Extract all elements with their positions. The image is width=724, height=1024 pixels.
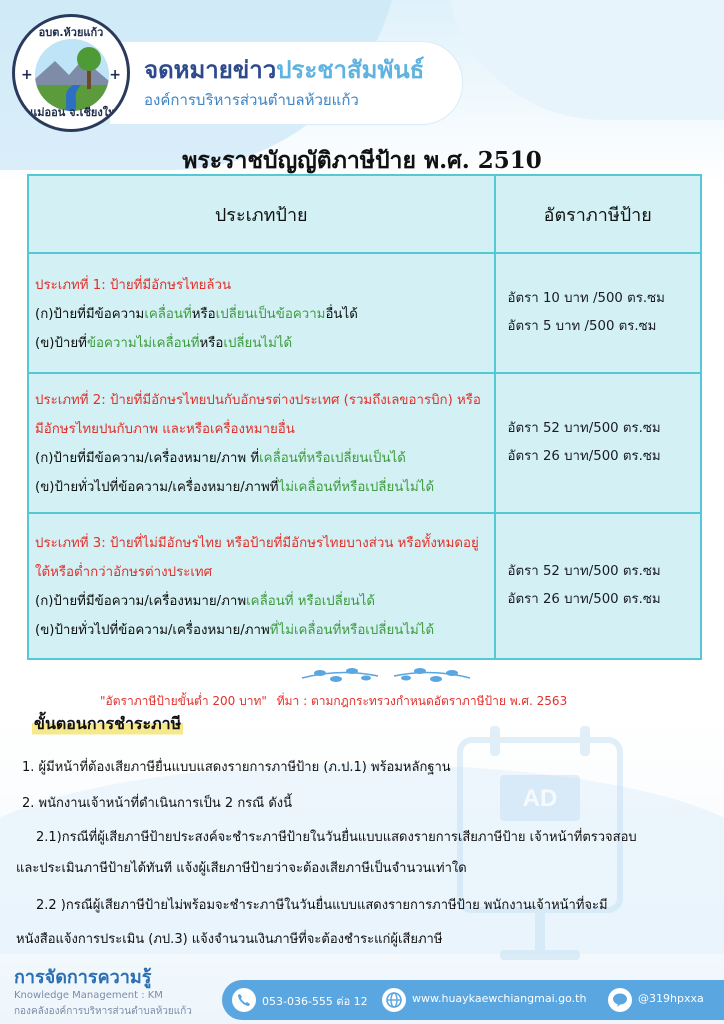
tax-rate-cell	[495, 373, 702, 513]
step-item-2-1-cont: และประเมินภาษีป้ายได้ทันที แจ้งผู้เสียภาษีป้ายว่าจะต้องเสียภาษีเป็นจำนวนเท่าใด	[16, 861, 467, 876]
table-row	[28, 513, 701, 659]
rate-a: อัตรา 10 บาท /500 ตร.ซม	[507, 291, 665, 306]
watermark-ad-label: AD	[522, 785, 558, 812]
newsletter-title	[144, 50, 424, 89]
payment-steps-heading: ขั้นตอนการชำระภาษี	[32, 712, 183, 737]
website-link[interactable]: www.huaykaewchiangmai.go.th	[412, 992, 587, 1005]
table-row	[28, 253, 701, 373]
type-label: ประเภทที่ 2: ป้ายที่มีอักษรไทยปนกับอักษรต่างประเทศ (รวมถึงเลขอารบิก) หรือมีอักษรไทยปนกับภาพ และหรือเครื่องหมายอื่น	[35, 393, 481, 437]
step-item-2: 2. พนักงานเจ้าหน้าที่ดำเนินการเป็น 2 กรณี ดังนี้	[22, 796, 293, 811]
rate-a: อัตรา 52 บาท/500 ตร.ซม	[507, 421, 661, 436]
title-part2: ประชาสัมพันธ์	[276, 56, 425, 84]
step-item-1: 1. ผู้มีหน้าที่ต้องเสียภาษียื่นแบบแสดงรายการภาษีป้าย (ภ.ป.1) พร้อมหลักฐาน	[22, 760, 451, 775]
globe-icon	[382, 988, 406, 1012]
type-description	[28, 373, 495, 513]
leaf-ornament-icon	[300, 664, 380, 688]
sub-item-b: (ข)ป้ายทั่วไปที่ข้อความ/เครื่องหมาย/ภาพที่ไม่เคลื่อนที่หรือเปลี่ยนไม่ได้	[35, 623, 435, 638]
rate-a: อัตรา 52 บาท/500 ตร.ซม	[507, 564, 661, 579]
organization-logo	[12, 14, 130, 132]
line-id: @319hpxxa	[638, 992, 704, 1005]
calendar-ad-icon	[440, 720, 640, 980]
title-part1: จดหมายข่าว	[144, 56, 277, 84]
rate-b: อัตรา 26 บาท/500 ตร.ซม	[507, 449, 661, 464]
minimum-rate-note: "อัตราภาษีป้ายขั้นต่ำ 200 บาท"	[100, 694, 267, 708]
logo-bottom-text: อ.แม่ออน จ.เชียงใหม่	[19, 106, 123, 119]
sub-item-a: (ก)ป้ายที่มีข้อความ/เครื่องหมาย/ภาพ ที่เคลื่อนที่หรือเปลี่ยนเป็นได้	[35, 451, 406, 466]
type-description	[28, 513, 495, 659]
km-english: Knowledge Management : KM	[14, 990, 163, 1001]
type-description	[28, 253, 495, 373]
rate-b: อัตรา 26 บาท/500 ตร.ซม	[507, 592, 661, 607]
tax-rate-cell	[495, 253, 702, 373]
phone-number: 053-036-555 ต่อ 12	[262, 995, 368, 1008]
type-label: ประเภทที่ 1: ป้ายที่มีอักษรไทยล้วน	[35, 277, 232, 293]
sub-item-a: (ก)ป้ายที่มีข้อความเคลื่อนที่หรือเปลี่ยนเป็นข้อความอื่นได้	[35, 306, 358, 322]
type-label: ประเภทที่ 3: ป้ายที่ไม่มีอักษรไทย หรือป้ายที่มีอักษรไทยบางส่วน หรือทั้งหมดอยู่ใต้หรือต่ำกว่าอักษรต่างประเทศ	[35, 536, 479, 580]
tax-rate-cell	[495, 513, 702, 659]
logo-scene	[35, 39, 109, 111]
step-item-2-1: 2.1)กรณีที่ผู้เสียภาษีป้ายประสงค์จะชำระภาษีป้ายในวันยื่นแบบแสดงรายการเสียภาษีป้าย เจ้าหน้าที่ตรวจสอบ	[36, 830, 637, 845]
phone-icon	[232, 988, 256, 1012]
sub-item-a: (ก)ป้ายที่มีข้อความ/เครื่องหมาย/ภาพเคลื่อนที่ หรือเปลี่ยนได้	[35, 594, 376, 609]
sign-tax-table	[27, 174, 702, 660]
step-item-2-2-cont: หนังสือแจ้งการประเมิน (ภป.3) แจ้งจำนวนเงินภาษีที่จะต้องชำระแก่ผู้เสียภาษี	[16, 932, 443, 947]
header-sign-type: ประเภทป้าย	[28, 175, 495, 253]
contact-bar	[222, 980, 724, 1020]
table-header-row	[28, 175, 701, 253]
table-row	[28, 373, 701, 513]
logo-plus-right: +	[109, 67, 121, 83]
organization-name: องค์การบริหารส่วนตำบลห้วยแก้ว	[144, 91, 359, 109]
step-item-2-2: 2.2 )กรณีผู้เสียภาษีป้ายไม่พร้อมจะชำระภาษีในวันยื่นแบบแสดงรายการภาษีป้าย พนักงานเจ้าหน้าที่จะมี	[36, 898, 608, 913]
footnote	[100, 692, 573, 711]
leaf-ornament-icon	[392, 664, 472, 688]
source-note: ที่มา : ตามกฎกระทรวงกำหนดอัตราภาษีป้าย พ.ศ. 2563	[276, 694, 568, 708]
km-department: กองคลังองค์การบริหารส่วนตำบลห้วยแก้ว	[14, 1006, 192, 1017]
line-chat-icon	[608, 988, 632, 1012]
header-tax-rate: อัตราภาษีป้าย	[495, 175, 702, 253]
km-title: การจัดการความรู้	[14, 967, 152, 988]
sub-item-b: (ข)ป้ายทั่วไปที่ข้อความ/เครื่องหมาย/ภาพที่ไม่เคลื่อนที่หรือเปลี่ยนไม่ได้	[35, 480, 435, 495]
rate-b: อัตรา 5 บาท /500 ตร.ซม	[507, 319, 657, 334]
newsletter-header	[0, 0, 724, 140]
sub-item-b: (ข)ป้ายที่ข้อความไม่เคลื่อนที่หรือเปลี่ยนไม่ได้	[35, 335, 293, 351]
act-title: พระราชบัญญัติภาษีป้าย พ.ศ. 2510	[182, 147, 542, 174]
logo-plus-left: +	[21, 67, 33, 83]
logo-top-text: อบต.ห้วยแก้ว	[38, 26, 104, 39]
